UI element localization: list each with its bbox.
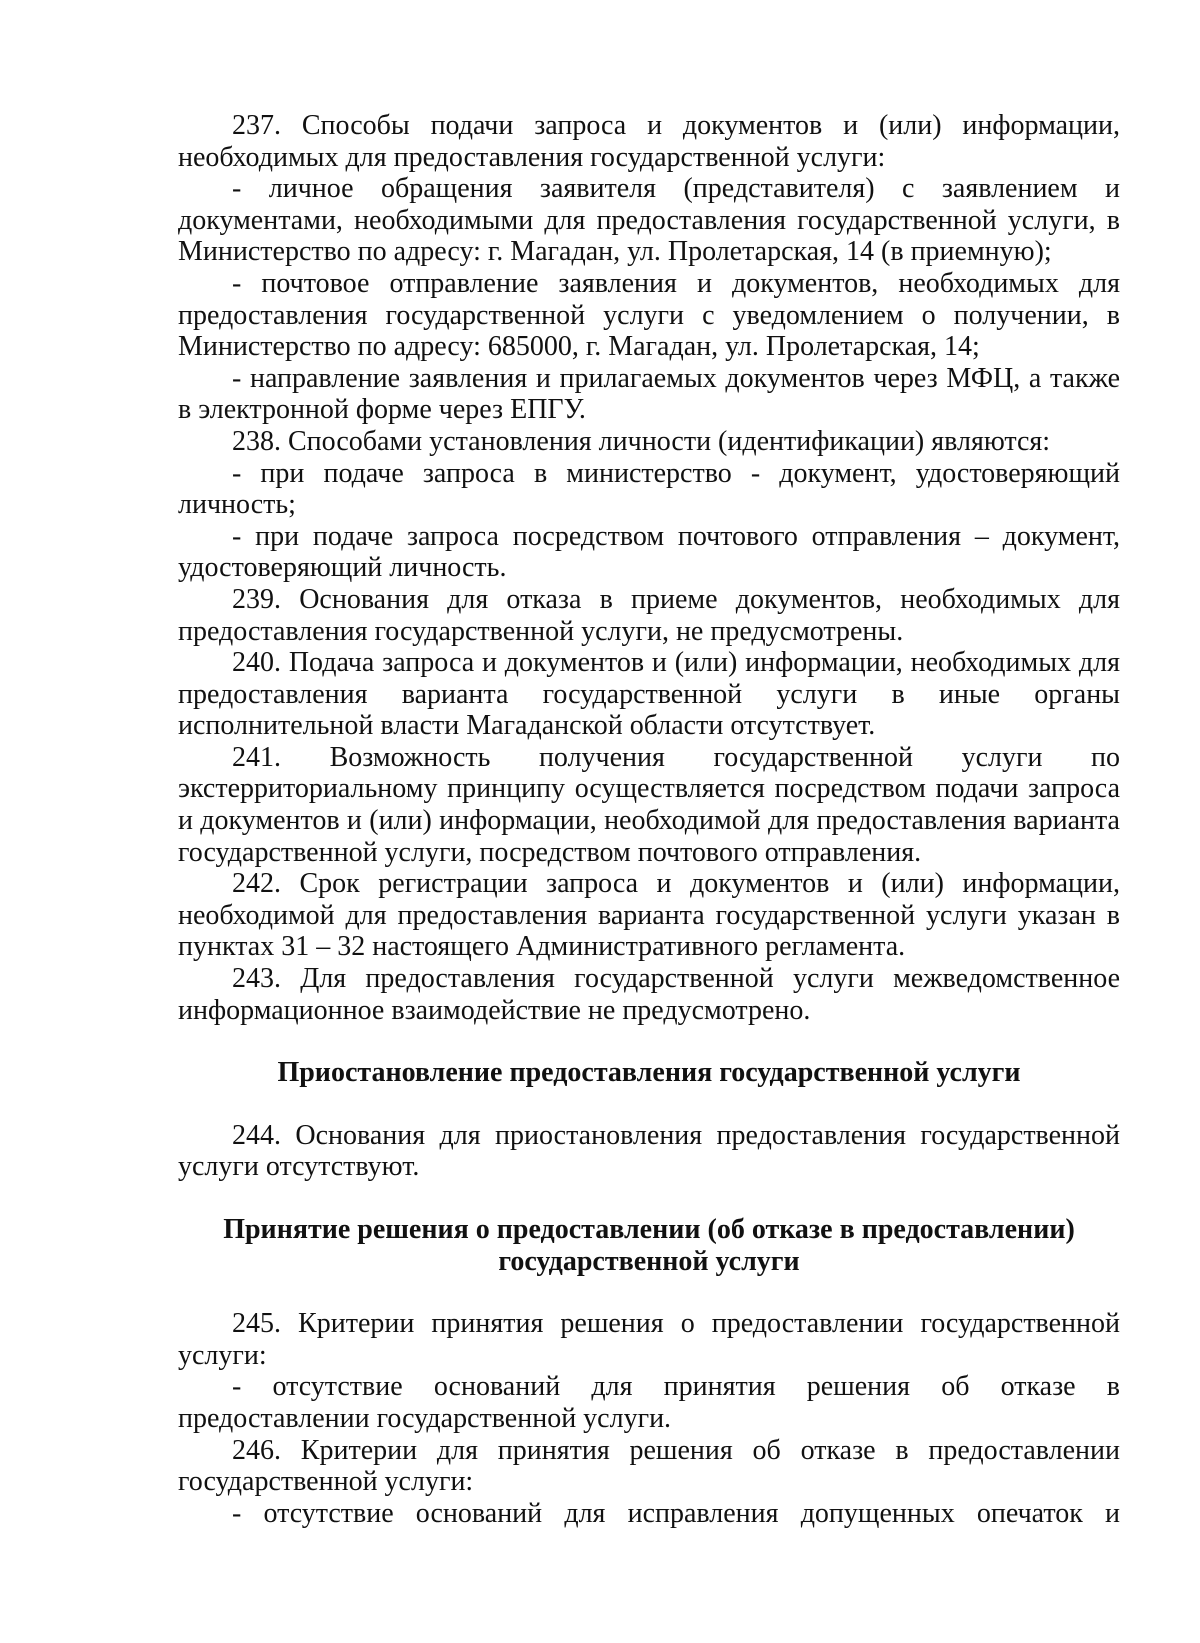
list-item-personal-visit: - личное обращения заявителя (представителя) с заявлением и документами, необходимыми для предоставления государственной услуги, в Министерство по адресу: г. Магадан, ул. Пролетарская, 14 (в приемную); <box>178 173 1120 268</box>
list-item-id-ministry: - при подаче запроса в министерство - документ, удостоверяющий личность; <box>178 457 1120 521</box>
list-item-no-refusal-grounds: - отсутствие оснований для принятия решения об отказе в предоставлении государственной услуги. <box>178 1371 1120 1434</box>
spacer <box>178 1089 1120 1120</box>
list-item-mfc-epgu: - направление заявления и прилагаемых документов через МФЦ, а также в электронной форме через ЕПГУ. <box>178 362 1120 426</box>
spacer <box>178 1183 1120 1214</box>
list-item-postal-mail: - почтовое отправление заявления и документов, необходимых для предоставления государственной услуги с уведомлением о получении, в Министерство по адресу: 685000, г. Магадан, ул. Пролетарская, 14; <box>178 267 1120 363</box>
paragraph-243: 243. Для предоставления государственной услуги межведомственное информационное взаимодействие не предусмотрено. <box>178 963 1120 1026</box>
paragraph-246: 246. Критерии для принятия решения об отказе в предоставлении государственной услуги: <box>178 1434 1120 1498</box>
paragraph-240: 240. Подача запроса и документов и (или) информации, необходимых для предоставления варианта государственной услуги в иные органы исполнительной власти Магаданской области отсутствует. <box>178 647 1120 742</box>
section-heading-decision-line-2: государственной услуги <box>498 1245 800 1277</box>
list-item-id-postal: - при подаче запроса посредством почтового отправления – документ, удостоверяющий личность. <box>178 520 1120 584</box>
document-body <box>178 110 1120 1529</box>
list-item-no-correction-grounds: - отсутствие оснований для исправления допущенных опечаток и <box>232 1497 1120 1529</box>
section-heading-decision-line-1: Принятие решения о предоставлении (об отказе в предоставлении) <box>223 1214 1075 1245</box>
paragraph-237: 237. Способы подачи запроса и документов и (или) информации, необходимых для предоставления государственной услуги: <box>178 110 1120 173</box>
section-heading-suspension: Приостановление предоставления государственной услуги <box>277 1057 1021 1089</box>
paragraph-241: 241. Возможность получения государственной услуги по экстерриториальному принципу осуществляется посредством подачи запроса и документов и (или) информации, необходимой для предоставления варианта государственной услуги, посредством почтового отправления. <box>178 741 1120 868</box>
paragraph-244: 244. Основания для приостановления предоставления государственной услуги отсутствуют. <box>178 1119 1120 1183</box>
paragraph-242: 242. Срок регистрации запроса и документов и (или) информации, необходимой для предоставления варианта государственной услуги указан в пунктах 31 – 32 настоящего Административного регламента. <box>178 868 1120 963</box>
spacer <box>178 1277 1120 1308</box>
paragraph-239: 239. Основания для отказа в приеме документов, необходимых для предоставления государственной услуги, не предусмотрены. <box>178 583 1120 647</box>
spacer <box>178 1026 1120 1057</box>
paragraph-238: 238. Способами установления личности (идентификации) являются: <box>232 425 1051 457</box>
paragraph-245: 245. Критерии принятия решения о предоставлении государственной услуги: <box>178 1308 1120 1371</box>
